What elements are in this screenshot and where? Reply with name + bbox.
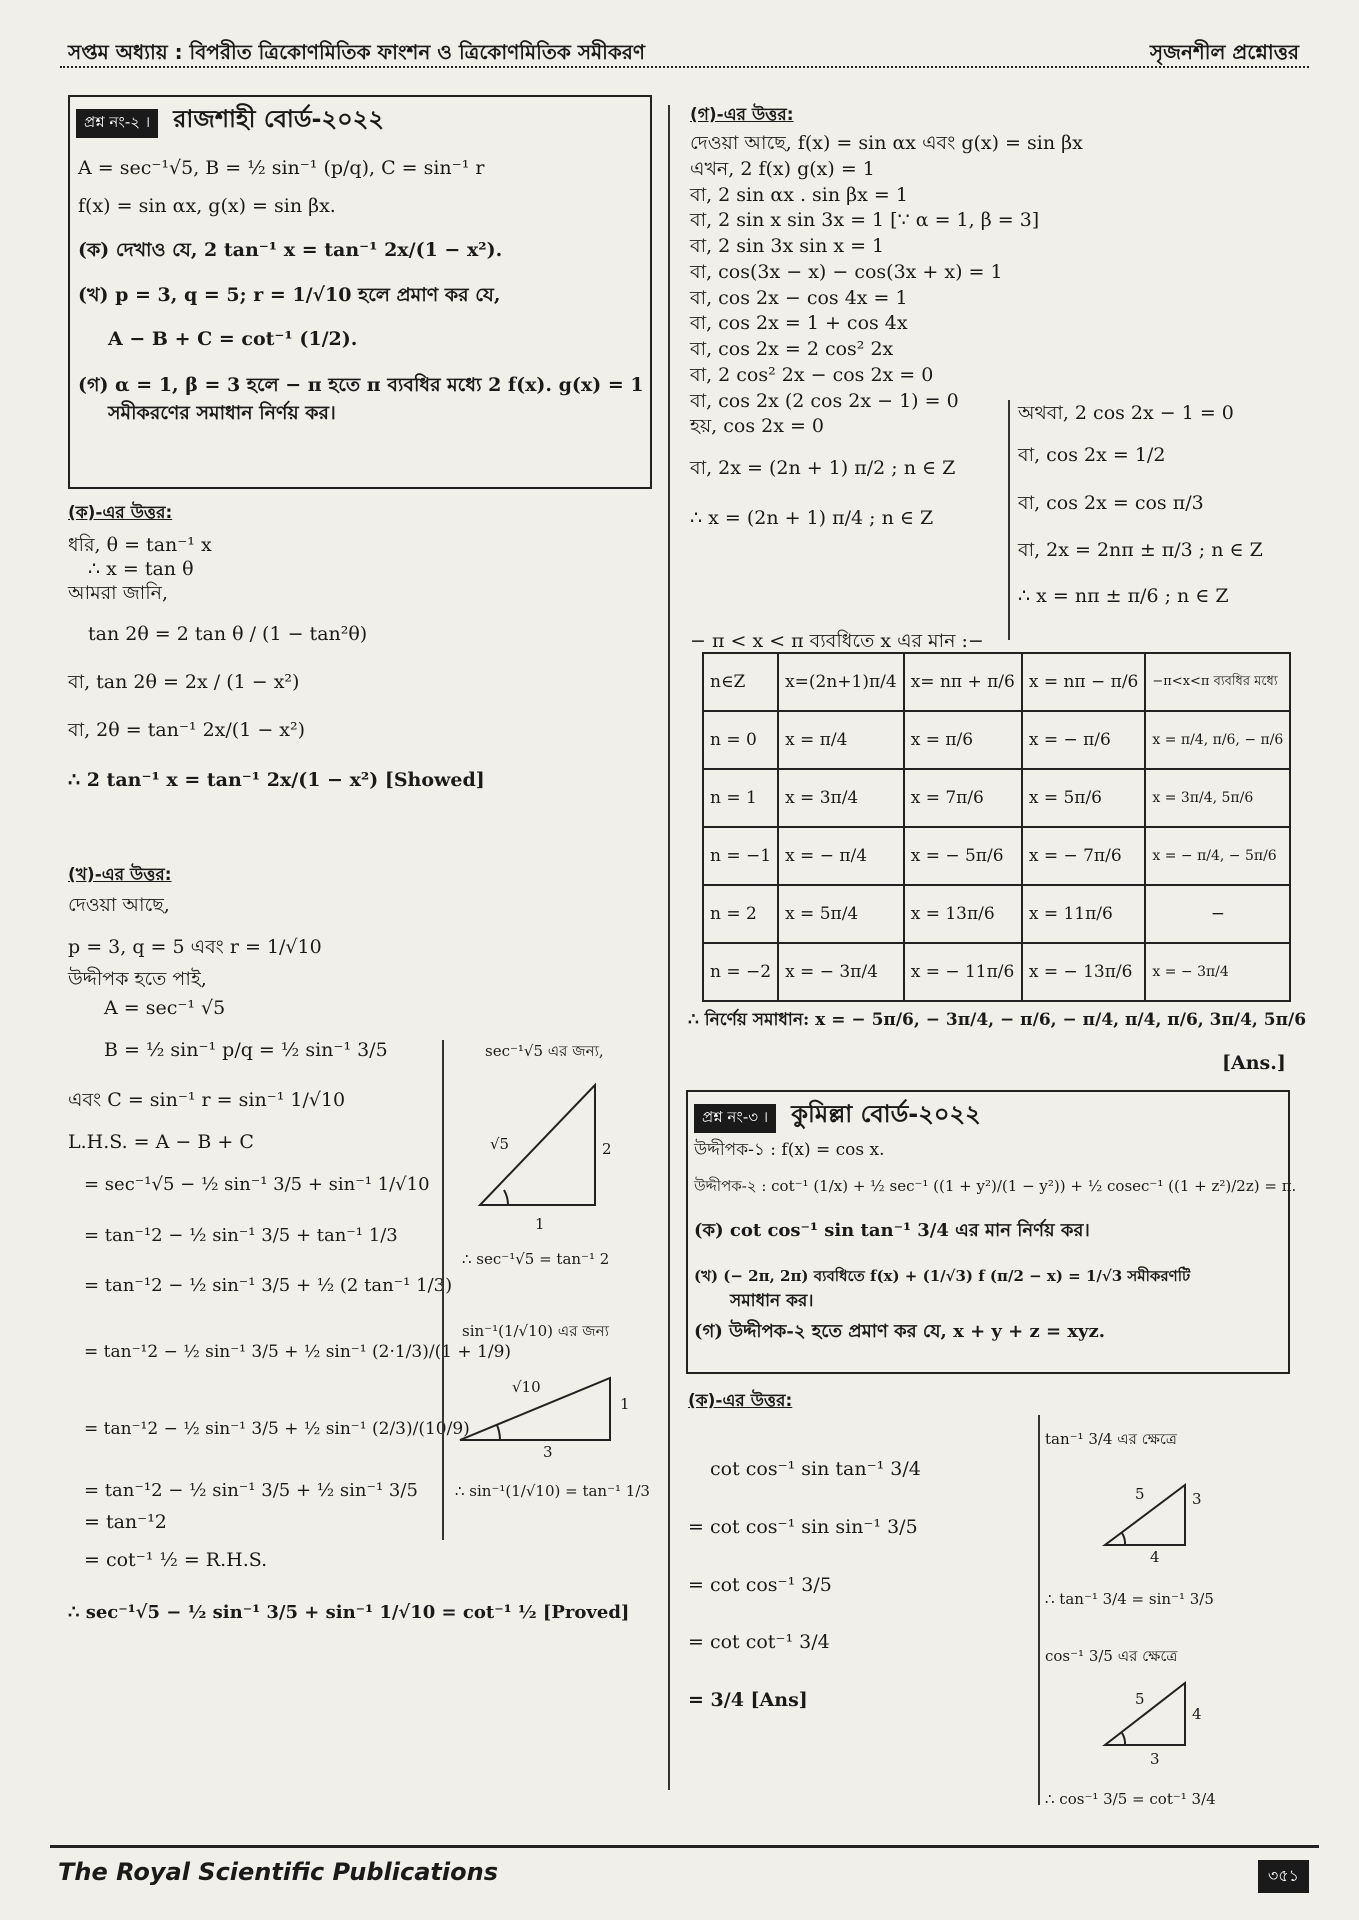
triangle-cos-3-5 [1100, 1675, 1200, 1755]
answer-ka-line: ∴ 2 tan⁻¹ x = tan⁻¹ 2x/(1 − x²) [Showed] [68, 768, 485, 791]
q3-answer-ka-line: = 3/4 [Ans] [688, 1689, 808, 1711]
table-cell: x = 5π/4 [778, 885, 904, 943]
table-cell: n = 1 [703, 769, 778, 827]
answer-kha-line: উদ্দীপক হতে পাই, [68, 967, 207, 990]
table-header-cell: x=(2n+1)π/4 [778, 653, 904, 711]
answer-ga-line: বা, 2 sin αx . sin βx = 1 [690, 183, 908, 206]
answer-ka-line: বা, 2θ = tan⁻¹ 2x/(1 − x²) [68, 718, 306, 741]
footer-rule [50, 1845, 1319, 1848]
q3-answer-ka-line: cot cos⁻¹ sin tan⁻¹ 3/4 [710, 1458, 921, 1480]
answer-ka-line: বা, tan 2θ = 2x / (1 − x²) [68, 671, 300, 693]
table-cell: n = 2 [703, 885, 778, 943]
q3-stem-1: উদ্দীপক-১ : f(x) = cos x. [694, 1140, 885, 1160]
table-cell: x = − 11π/6 [904, 943, 1022, 1001]
table-cell: x = − 3π/4 [778, 943, 904, 1001]
answer-ga-line: এখন, 2 f(x) g(x) = 1 [690, 157, 875, 180]
tri3-adj: 4 [1150, 1548, 1160, 1566]
answer-ga-line: হয়, cos 2x = 0 [690, 415, 825, 438]
answer-kha-line: = tan⁻¹2 − ½ sin⁻¹ 3/5 + tan⁻¹ 1/3 [84, 1224, 398, 1246]
table-cell: x = − 13π/6 [1022, 943, 1146, 1001]
answer-ga-alt-line: ∴ x = nπ ± π/6 ; n ∈ Z [1018, 585, 1229, 607]
q3-part-kha: (খ) (− 2π, 2π) ব্যবধিতে f(x) + (1/√3) f (π/2 − x) = 1/√3 সমীকরণটি [694, 1266, 1191, 1285]
table-header-cell: −π<x<π ব্যবধির মধ্যে [1145, 653, 1290, 711]
question-2-box [68, 95, 652, 489]
answer-kha-line: = tan⁻¹2 − ½ sin⁻¹ 3/5 + ½ (2 tan⁻¹ 1/3) [84, 1275, 453, 1297]
answer-kha-line: A = sec⁻¹ √5 [104, 997, 226, 1020]
kha-note-result-2: ∴ sin⁻¹(1/√10) = tan⁻¹ 1/3 [455, 1482, 650, 1500]
q3-answer-ka-line: = cot cos⁻¹ 3/5 [688, 1573, 832, 1596]
table-cell: x = 5π/6 [1022, 769, 1146, 827]
table-cell: x = 11π/6 [1022, 885, 1146, 943]
answer-kha-line: L.H.S. = A − B + C [68, 1130, 254, 1153]
table-cell: x = − π/4 [778, 827, 904, 885]
tri2-hyp: √10 [512, 1378, 541, 1396]
table-cell: x = π/6 [904, 711, 1022, 769]
q2-part-ka: (ক) দেখাও যে, 2 tan⁻¹ x = tan⁻¹ 2x/(1 − x²). [78, 238, 503, 261]
tri4-opp: 4 [1192, 1705, 1202, 1723]
answer-kha-line: = tan⁻¹2 − ½ sin⁻¹ 3/5 + ½ sin⁻¹ (2·1/3)/(1 + 1/9) [84, 1341, 512, 1362]
answer-kha-line: = cot⁻¹ ½ = R.H.S. [84, 1548, 268, 1571]
question-3-label: প্রশ্ন নং-৩ । [694, 1104, 776, 1133]
tri1-hyp: √5 [490, 1135, 510, 1153]
answer-ga-line: বা, 2 sin x sin 3x = 1 [∵ α = 1, β = 3] [690, 209, 1040, 232]
q3-answer-ka-heading: (ক)-এর উত্তর: [688, 1391, 793, 1411]
table-cell: x = π/4 [778, 711, 904, 769]
answer-kha-line: ∴ sec⁻¹√5 − ½ sin⁻¹ 3/5 + sin⁻¹ 1/√10 = cot⁻¹ ½ [Proved] [68, 1602, 630, 1624]
tri4-adj: 3 [1150, 1750, 1160, 1768]
table-header-cell: n∈Z [703, 653, 778, 711]
answer-kha-line: p = 3, q = 5 এবং r = 1/√10 [68, 935, 322, 958]
table-row [703, 885, 1290, 943]
table-cell: x = 3π/4, 5π/6 [1145, 769, 1290, 827]
table-cell: x = 7π/6 [904, 769, 1022, 827]
answer-kha-line: = tan⁻¹2 − ½ sin⁻¹ 3/5 + ½ sin⁻¹ (2/3)/(10/9) [84, 1419, 470, 1439]
table-cell: x = − 3π/4 [1145, 943, 1290, 1001]
answer-ga-alt [1018, 402, 1263, 609]
tri2-opp: 1 [620, 1395, 630, 1413]
q2-part-ga: (গ) α = 1, β = 3 হলে − π হতে π ব্যবধির মধ্যে 2 f(x). g(x) = 1 [78, 373, 644, 396]
answer-ga-line: বা, cos 2x − cos 4x = 1 [690, 286, 908, 309]
q3-side-divider [1038, 1415, 1040, 1805]
tri1-adj: 1 [535, 1215, 545, 1233]
table-cell: n = −2 [703, 943, 778, 1001]
tri2-adj: 3 [543, 1443, 553, 1461]
header-rule [60, 66, 1309, 68]
q2-part-ga-2: সমীকরণের সমাধান নির্ণয় কর। [108, 401, 336, 424]
tri3-hyp: 5 [1135, 1485, 1145, 1503]
answer-ka-heading: (ক)-এর উত্তর: [68, 503, 173, 523]
table-cell: n = 0 [703, 711, 778, 769]
table-intro: − π < x < π ব্যবধিতে x এর মান :− [690, 630, 984, 652]
question-3-box [686, 1090, 1297, 1374]
answer-ga-line: বা, cos 2x (2 cos 2x − 1) = 0 [690, 389, 959, 412]
answer-ga-heading: (গ)-এর উত্তর: [690, 105, 794, 125]
answer-ga-line: বা, 2 sin 3x sin x = 1 [690, 235, 885, 257]
answer-kha-line: = tan⁻¹2 − ½ sin⁻¹ 3/5 + ½ sin⁻¹ 3/5 [84, 1480, 418, 1502]
answer-ka-line: আমরা জানি, [68, 581, 169, 604]
q3-note-title-2: cos⁻¹ 3/5 এর ক্ষেত্রে [1045, 1647, 1178, 1665]
question-2-board: রাজশাহী বোর্ড-২০২২ [173, 105, 384, 133]
answer-ga-line: ∴ x = (2n + 1) π/4 ; n ∈ Z [690, 506, 934, 529]
answer-ka-line: ∴ x = tan θ [88, 557, 194, 580]
kha-note-result-1: ∴ sec⁻¹√5 = tan⁻¹ 2 [462, 1250, 610, 1268]
ga-alt-divider [1008, 400, 1010, 640]
table-cell: x = − 5π/6 [904, 827, 1022, 885]
answer-kha-line: এবং C = sin⁻¹ r = sin⁻¹ 1/√10 [68, 1088, 346, 1111]
answer-ga-alt-line: বা, 2x = 2nπ ± π/3 ; n ∈ Z [1018, 539, 1263, 562]
answer-kha-heading: (খ)-এর উত্তর: [68, 865, 172, 885]
q3-note-title-1: tan⁻¹ 3/4 এর ক্ষেত্রে [1045, 1430, 1177, 1448]
answer-kha-line: = sec⁻¹√5 − ½ sin⁻¹ 3/5 + sin⁻¹ 1/√10 [84, 1174, 430, 1196]
q3-part-ga: (গ) উদ্দীপক-২ হতে প্রমাণ কর যে, x + y + z = xyz. [694, 1320, 1106, 1342]
tri1-opp: 2 [602, 1140, 612, 1158]
q3-stem-2: উদ্দীপক-২ : cot⁻¹ (1/x) + ½ sec⁻¹ ((1 + y²)/(1 − y²)) + ½ cosec⁻¹ ((1 + z²)/2z) = π. [694, 1177, 1297, 1196]
answer-ga-line: দেওয়া আছে, f(x) = sin αx এবং g(x) = sin βx [690, 132, 1083, 154]
q2-part-kha: (খ) p = 3, q = 5; r = 1/√10 হলে প্রমাণ কর যে, [78, 284, 501, 307]
q2-part-kha-2: A − B + C = cot⁻¹ (1/2). [108, 328, 358, 350]
page-number: ৩৫১ [1258, 1860, 1309, 1893]
answer-ga-alt-line: বা, cos 2x = 1/2 [1018, 443, 1166, 466]
table-row [703, 943, 1290, 1001]
q2-stem-2: f(x) = sin αx, g(x) = sin βx. [78, 194, 336, 217]
q3-part-ka: (ক) cot cos⁻¹ sin tan⁻¹ 3/4 এর মান নির্ণয় কর। [694, 1220, 1090, 1241]
column-divider [668, 105, 670, 1790]
table-cell: x = − π/6 [1022, 711, 1146, 769]
table-cell: x = 3π/4 [778, 769, 904, 827]
answer-ga-alt-line: বা, cos 2x = cos π/3 [1018, 491, 1204, 514]
q3-note-result-2: ∴ cos⁻¹ 3/5 = cot⁻¹ 3/4 [1045, 1790, 1216, 1808]
kha-note-title-1: sec⁻¹√5 এর জন্য, [485, 1042, 604, 1060]
q2-stem-1: A = sec⁻¹√5, B = ½ sin⁻¹ (p/q), C = sin⁻¹ r [78, 157, 485, 179]
answer-ga-line: বা, cos 2x = 1 + cos 4x [690, 312, 908, 335]
q3-answer-ka-line: = cot cot⁻¹ 3/4 [688, 1631, 830, 1654]
table-row [703, 711, 1290, 769]
final-solution: ∴ নির্ণেয় সমাধান: x = − 5π/6, − 3π/4, − π/6, − π/4, π/4, π/6, 3π/4, 5π/6 [688, 1010, 1307, 1030]
chapter-title: সপ্তম অধ্যায় : বিপরীত ত্রিকোণমিতিক ফাংশন ও ত্রিকোণমিতিক সমীকরণ [68, 40, 645, 64]
q3-answer-ka-line: = cot cos⁻¹ sin sin⁻¹ 3/5 [688, 1515, 918, 1538]
answer-ga-line: বা, 2x = (2n + 1) π/2 ; n ∈ Z [690, 457, 956, 479]
table-cell: − [1145, 885, 1290, 943]
answer-kha-line: দেওয়া আছে, [68, 894, 170, 916]
answer-ga-line: বা, cos 2x = 2 cos² 2x [690, 338, 894, 360]
table-cell: n = −1 [703, 827, 778, 885]
table-cell: x = − 7π/6 [1022, 827, 1146, 885]
publisher-name: The Royal Scientific Publications [58, 1858, 498, 1886]
table-cell: x = 13π/6 [904, 885, 1022, 943]
answer-ka-line: ধরি, θ = tan⁻¹ x [68, 534, 212, 556]
final-solution-tag: [Ans.] [1222, 1052, 1286, 1074]
q3-answer-ka [688, 1388, 1028, 1713]
table-header-cell: x= nπ + π/6 [904, 653, 1022, 711]
table-cell: x = π/4, π/6, − π/6 [1145, 711, 1290, 769]
tri3-opp: 3 [1192, 1490, 1202, 1508]
question-3-board: কুমিল্লা বোর্ড-২০২২ [791, 1100, 981, 1128]
q3-note-result-1: ∴ tan⁻¹ 3/4 = sin⁻¹ 3/5 [1045, 1590, 1214, 1608]
question-2-label: প্রশ্ন নং-২ । [76, 109, 158, 138]
answer-ga-line: বা, cos(3x − x) − cos(3x + x) = 1 [690, 260, 1003, 283]
table-header-cell: x = nπ − π/6 [1022, 653, 1146, 711]
answer-kha-line: = tan⁻¹2 [84, 1510, 167, 1533]
section-title: সৃজনশীল প্রশ্নোত্তর [1149, 40, 1299, 64]
solution-table [702, 652, 1291, 1002]
table-cell: x = − π/4, − 5π/6 [1145, 827, 1290, 885]
kha-note-title-2: sin⁻¹(1/√10) এর জন্য [462, 1322, 609, 1340]
table-row [703, 769, 1290, 827]
table-row [703, 827, 1290, 885]
kha-side-divider [442, 1040, 444, 1540]
answer-ga-line: বা, 2 cos² 2x − cos 2x = 0 [690, 363, 934, 386]
tri4-hyp: 5 [1135, 1690, 1145, 1708]
answer-ga-alt-line: অথবা, 2 cos 2x − 1 = 0 [1018, 402, 1234, 424]
q3-part-kha-2: সমাধান কর। [730, 1291, 814, 1312]
answer-ka [68, 500, 658, 792]
triangle-tan-3-4 [1100, 1475, 1200, 1555]
table-header-row [703, 653, 1290, 711]
answer-kha-line: B = ½ sin⁻¹ p/q = ½ sin⁻¹ 3/5 [104, 1039, 388, 1061]
answer-ka-line: tan 2θ = 2 tan θ / (1 − tan²θ) [88, 623, 368, 646]
